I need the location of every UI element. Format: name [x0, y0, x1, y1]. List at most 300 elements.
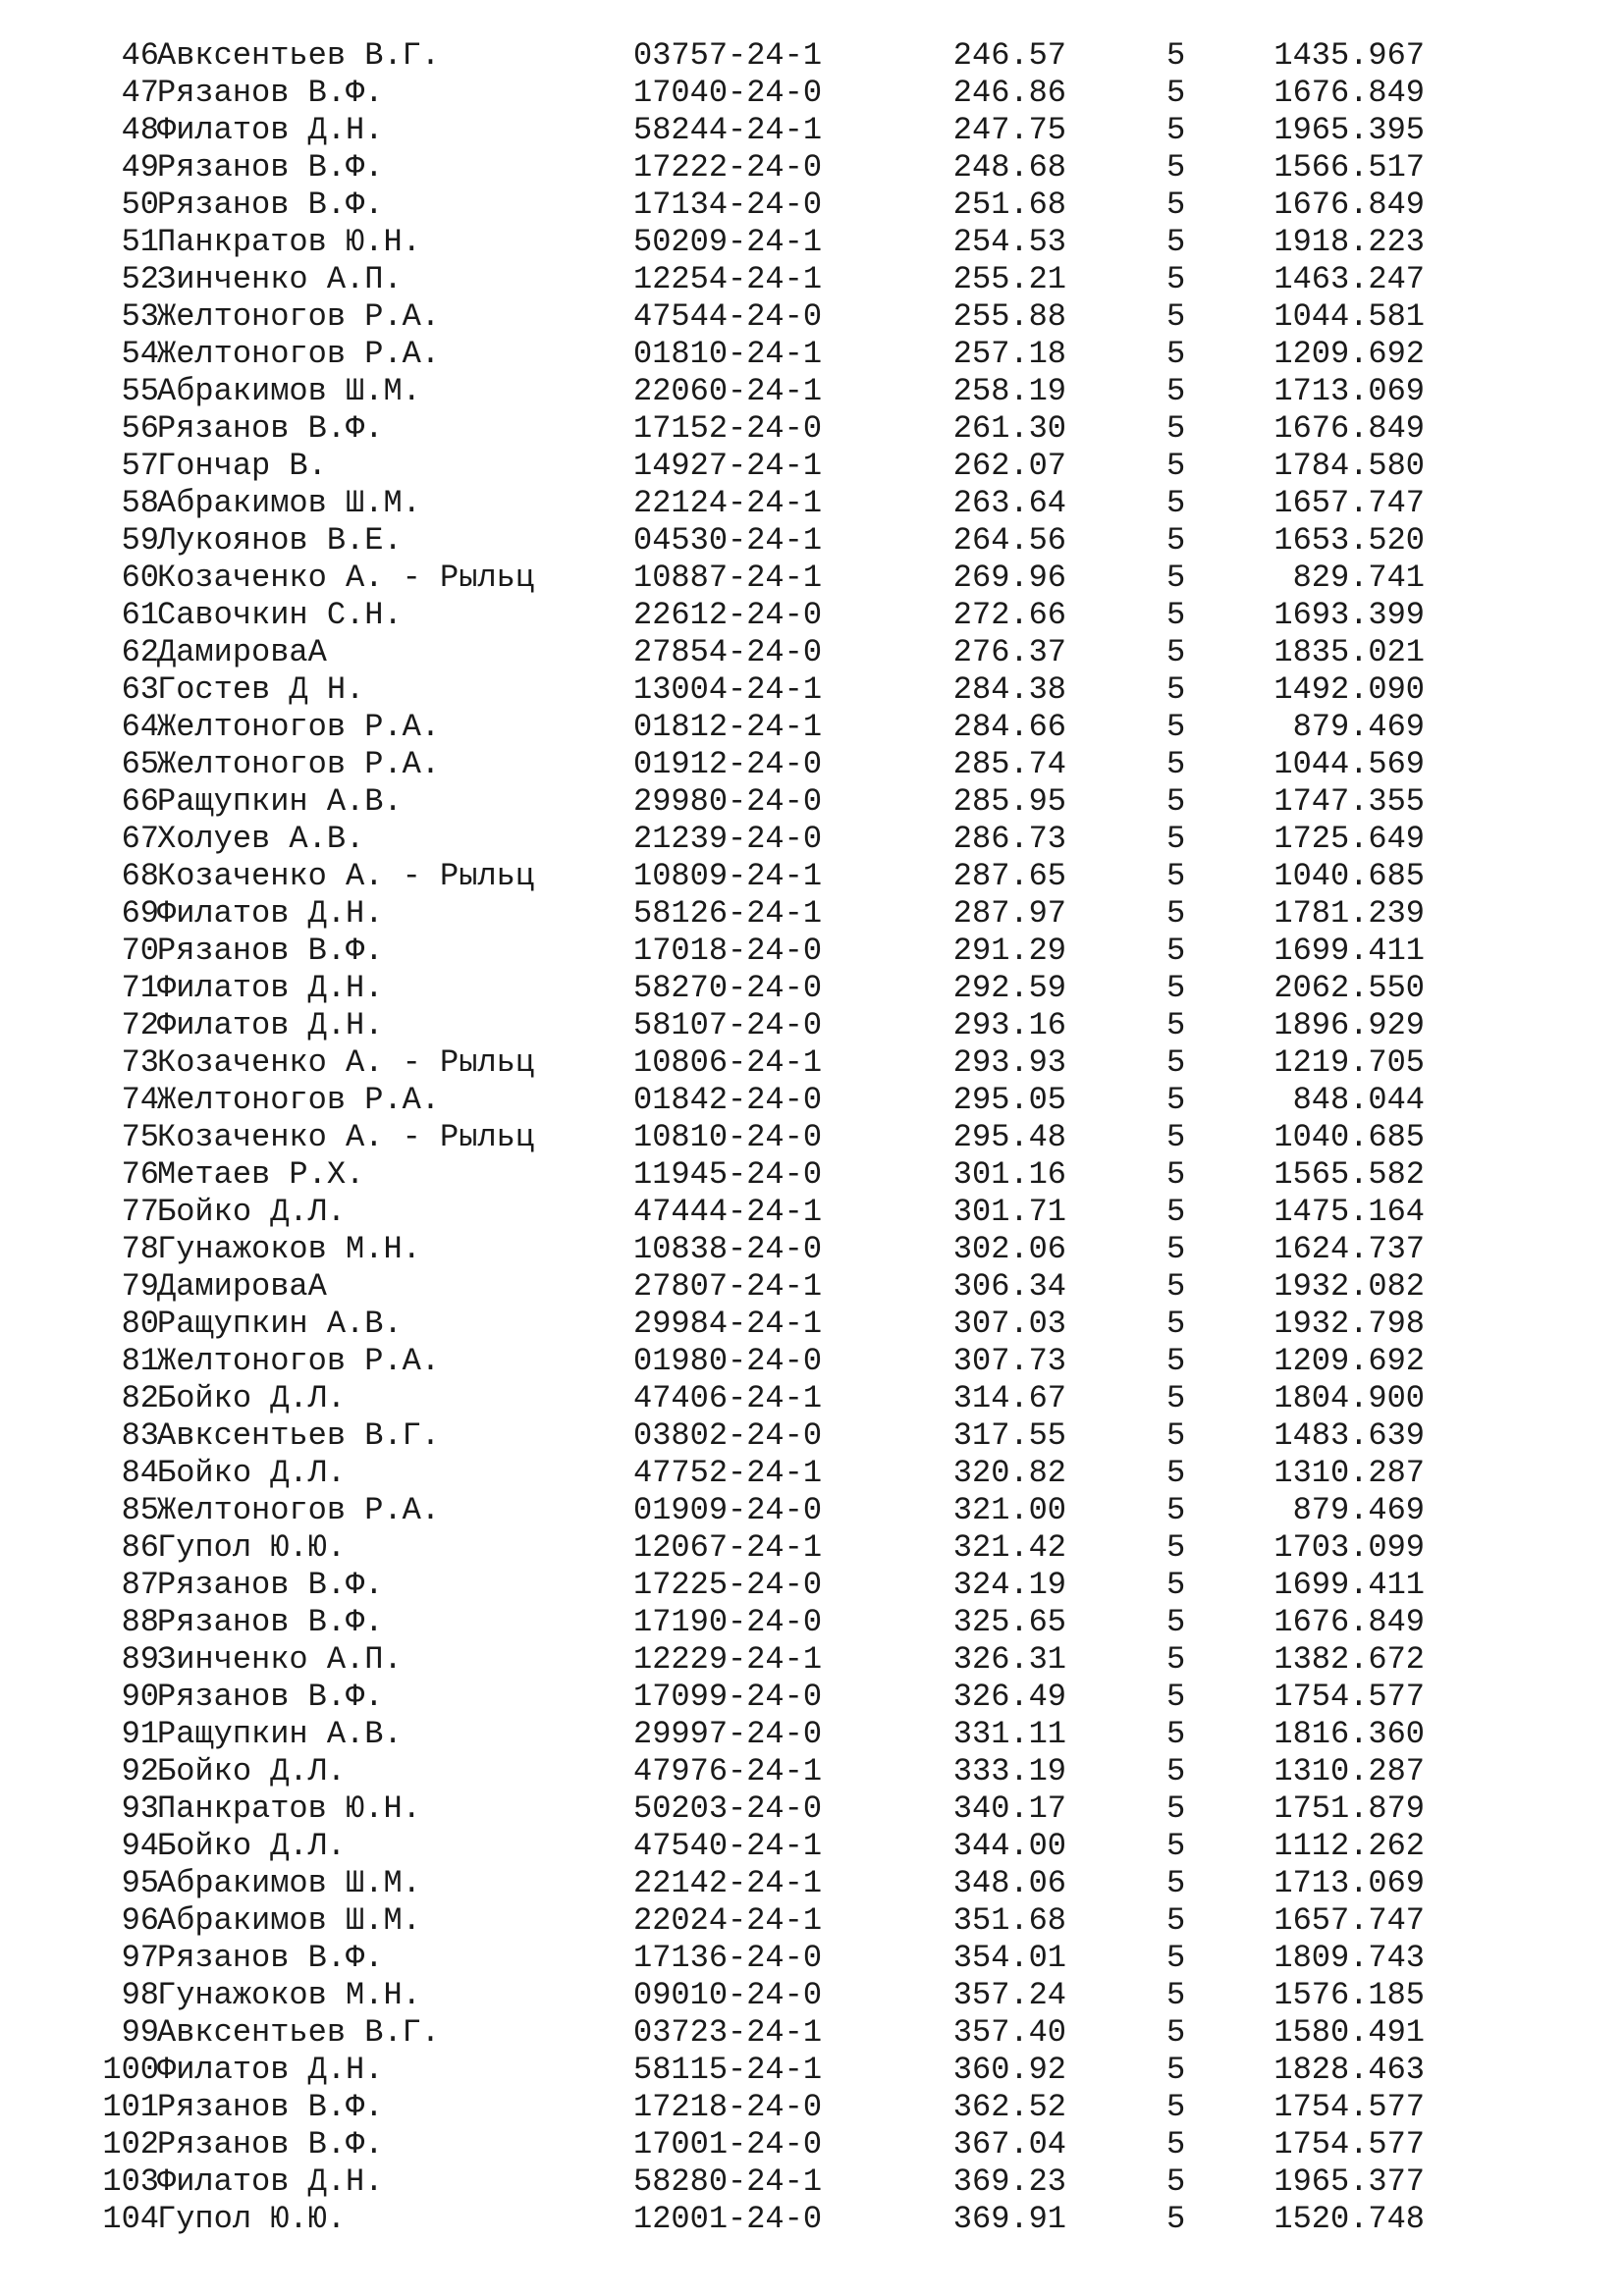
row-number: 47	[121, 75, 159, 111]
participant-name: Рязанов В.Ф.	[157, 75, 384, 111]
record-code: 22142-24-1	[633, 1865, 823, 1901]
measured-value: 285.74	[952, 746, 1066, 782]
measured-value: 301.71	[952, 1194, 1066, 1230]
row-number: 93	[121, 1790, 159, 1827]
participant-name: Панкратов Ю.Н.	[157, 1790, 421, 1827]
row-number: 83	[121, 1417, 159, 1454]
amount-value: 879.469	[1292, 709, 1425, 745]
record-code: 22612-24-0	[633, 597, 823, 633]
measured-value: 292.59	[952, 970, 1066, 1006]
table-row	[0, 1902, 1624, 1940]
row-number: 75	[121, 1119, 159, 1155]
amount-value: 1463.247	[1273, 261, 1425, 297]
record-code: 12229-24-1	[633, 1641, 823, 1678]
amount-value: 1804.900	[1273, 1380, 1425, 1416]
class-value: 5	[1166, 1492, 1186, 1528]
record-code: 17190-24-0	[633, 1604, 823, 1640]
table-row	[0, 1119, 1624, 1156]
record-code: 14927-24-1	[633, 448, 823, 484]
participant-name: Рязанов В.Ф.	[157, 149, 384, 186]
class-value: 5	[1166, 1268, 1186, 1305]
row-number: 68	[121, 858, 159, 894]
record-code: 13004-24-1	[633, 671, 823, 708]
amount-value: 1044.581	[1273, 298, 1425, 335]
participant-name: Бойко Д.Л.	[157, 1828, 347, 1864]
class-value: 5	[1166, 1306, 1186, 1342]
row-number: 92	[121, 1753, 159, 1789]
measured-value: 286.73	[952, 821, 1066, 857]
measured-value: 269.96	[952, 560, 1066, 596]
record-code: 50209-24-1	[633, 224, 823, 260]
record-code: 27854-24-0	[633, 634, 823, 670]
record-code: 10809-24-1	[633, 858, 823, 894]
table-row	[0, 746, 1624, 783]
class-value: 5	[1166, 1753, 1186, 1789]
class-value: 5	[1166, 1455, 1186, 1491]
class-value: 5	[1166, 1529, 1186, 1566]
participant-name: Бойко Д.Л.	[157, 1194, 347, 1230]
row-number: 64	[121, 709, 159, 745]
participant-name: Рязанов В.Ф.	[157, 1679, 384, 1715]
class-value: 5	[1166, 1790, 1186, 1827]
class-value: 5	[1166, 75, 1186, 111]
row-number: 72	[121, 1007, 159, 1043]
class-value: 5	[1166, 261, 1186, 297]
table-row	[0, 1082, 1624, 1119]
amount-value: 1209.692	[1273, 336, 1425, 372]
row-number: 100	[102, 2052, 159, 2088]
class-value: 5	[1166, 783, 1186, 820]
measured-value: 257.18	[952, 336, 1066, 372]
row-number: 51	[121, 224, 159, 260]
participant-name: Желтоногов Р.А.	[157, 298, 441, 335]
table-row	[0, 336, 1624, 373]
record-code: 27807-24-1	[633, 1268, 823, 1305]
table-row	[0, 1268, 1624, 1306]
participant-name: Гунажоков М.Н.	[157, 1231, 421, 1267]
amount-value: 1576.185	[1273, 1977, 1425, 2013]
class-value: 5	[1166, 1007, 1186, 1043]
amount-value: 1754.577	[1273, 1679, 1425, 1715]
amount-value: 1828.463	[1273, 2052, 1425, 2088]
participant-name: Желтоногов Р.А.	[157, 1343, 441, 1379]
measured-value: 331.11	[952, 1716, 1066, 1752]
row-number: 98	[121, 1977, 159, 2013]
row-number: 81	[121, 1343, 159, 1379]
row-number: 66	[121, 783, 159, 820]
measured-value: 287.97	[952, 895, 1066, 932]
measured-value: 326.49	[952, 1679, 1066, 1715]
row-number: 94	[121, 1828, 159, 1864]
record-code: 01810-24-1	[633, 336, 823, 372]
participant-name: Козаченко А. - Рыльц	[157, 858, 535, 894]
measured-value: 325.65	[952, 1604, 1066, 1640]
amount-value: 848.044	[1292, 1082, 1425, 1118]
row-number: 79	[121, 1268, 159, 1305]
measured-value: 295.05	[952, 1082, 1066, 1118]
measured-value: 246.86	[952, 75, 1066, 111]
amount-value: 1475.164	[1273, 1194, 1425, 1230]
record-code: 58270-24-0	[633, 970, 823, 1006]
row-number: 74	[121, 1082, 159, 1118]
record-code: 01909-24-0	[633, 1492, 823, 1528]
amount-value: 1932.798	[1273, 1306, 1425, 1342]
table-row	[0, 671, 1624, 709]
table-row	[0, 895, 1624, 933]
amount-value: 1657.747	[1273, 1902, 1425, 1939]
record-code: 01842-24-0	[633, 1082, 823, 1118]
record-code: 58280-24-1	[633, 2163, 823, 2200]
measured-value: 264.56	[952, 522, 1066, 559]
participant-name: Ращупкин А.В.	[157, 1716, 403, 1752]
record-code: 01812-24-1	[633, 709, 823, 745]
record-code: 12254-24-1	[633, 261, 823, 297]
record-code: 10887-24-1	[633, 560, 823, 596]
table-row	[0, 187, 1624, 224]
record-code: 11945-24-0	[633, 1156, 823, 1193]
row-number: 52	[121, 261, 159, 297]
participant-name: Козаченко А. - Рыльц	[157, 1044, 535, 1081]
record-code: 03723-24-1	[633, 2014, 823, 2051]
participant-name: Савочкин С.Н.	[157, 597, 403, 633]
table-row	[0, 709, 1624, 746]
class-value: 5	[1166, 1679, 1186, 1715]
measured-value: 263.64	[952, 485, 1066, 521]
class-value: 5	[1166, 1604, 1186, 1640]
table-row	[0, 783, 1624, 821]
participant-name: ДамироваА	[157, 1268, 327, 1305]
class-value: 5	[1166, 1828, 1186, 1864]
class-value: 5	[1166, 1194, 1186, 1230]
record-code: 17134-24-0	[633, 187, 823, 223]
row-number: 53	[121, 298, 159, 335]
class-value: 5	[1166, 560, 1186, 596]
table-row	[0, 112, 1624, 149]
participant-name: Рязанов В.Ф.	[157, 1940, 384, 1976]
record-code: 10838-24-0	[633, 1231, 823, 1267]
class-value: 5	[1166, 448, 1186, 484]
participant-name: Козаченко А. - Рыльц	[157, 560, 535, 596]
table-row	[0, 1306, 1624, 1343]
measured-value: 295.48	[952, 1119, 1066, 1155]
row-number: 97	[121, 1940, 159, 1976]
class-value: 5	[1166, 485, 1186, 521]
table-row	[0, 1790, 1624, 1828]
record-code: 47444-24-1	[633, 1194, 823, 1230]
table-row	[0, 224, 1624, 261]
record-code: 47406-24-1	[633, 1380, 823, 1416]
amount-value: 1040.685	[1273, 1119, 1425, 1155]
participant-name: Рязанов В.Ф.	[157, 2126, 384, 2163]
amount-value: 1713.069	[1273, 373, 1425, 409]
measured-value: 293.16	[952, 1007, 1066, 1043]
class-value: 5	[1166, 634, 1186, 670]
measured-value: 340.17	[952, 1790, 1066, 1827]
participant-name: Желтоногов Р.А.	[157, 709, 441, 745]
record-code: 47544-24-0	[633, 298, 823, 335]
row-number: 87	[121, 1567, 159, 1603]
measured-value: 351.68	[952, 1902, 1066, 1939]
row-number: 70	[121, 933, 159, 969]
row-number: 85	[121, 1492, 159, 1528]
class-value: 5	[1166, 1940, 1186, 1976]
table-row	[0, 1641, 1624, 1679]
table-row	[0, 933, 1624, 970]
participant-name: Бойко Д.Л.	[157, 1455, 347, 1491]
table-row	[0, 2126, 1624, 2163]
table-row	[0, 1231, 1624, 1268]
amount-value: 1754.577	[1273, 2089, 1425, 2125]
table-row	[0, 373, 1624, 410]
table-row	[0, 597, 1624, 634]
class-value: 5	[1166, 2052, 1186, 2088]
class-value: 5	[1166, 746, 1186, 782]
row-number: 56	[121, 410, 159, 447]
measured-value: 302.06	[952, 1231, 1066, 1267]
participant-name: Желтоногов Р.А.	[157, 1082, 441, 1118]
participant-name: ДамироваА	[157, 634, 327, 670]
amount-value: 1310.287	[1273, 1455, 1425, 1491]
record-code: 29997-24-0	[633, 1716, 823, 1752]
amount-value: 1653.520	[1273, 522, 1425, 559]
measured-value: 255.21	[952, 261, 1066, 297]
measured-value: 333.19	[952, 1753, 1066, 1789]
table-row	[0, 1044, 1624, 1082]
amount-value: 1693.399	[1273, 597, 1425, 633]
table-row	[0, 560, 1624, 597]
row-number: 48	[121, 112, 159, 148]
measured-value: 326.31	[952, 1641, 1066, 1678]
class-value: 5	[1166, 336, 1186, 372]
class-value: 5	[1166, 1380, 1186, 1416]
record-code: 10806-24-1	[633, 1044, 823, 1081]
results-table	[0, 37, 1624, 2238]
measured-value: 314.67	[952, 1380, 1066, 1416]
participant-name: Авксентьев В.Г.	[157, 37, 441, 74]
table-row	[0, 1343, 1624, 1380]
class-value: 5	[1166, 1044, 1186, 1081]
participant-name: Гончар В.	[157, 448, 327, 484]
participant-name: Авксентьев В.Г.	[157, 2014, 441, 2051]
record-code: 47752-24-1	[633, 1455, 823, 1491]
table-row	[0, 1194, 1624, 1231]
row-number: 101	[102, 2089, 159, 2125]
table-row	[0, 1007, 1624, 1044]
participant-name: Рязанов В.Ф.	[157, 2089, 384, 2125]
measured-value: 354.01	[952, 1940, 1066, 1976]
participant-name: Гунажоков М.Н.	[157, 1977, 421, 2013]
participant-name: Желтоногов Р.А.	[157, 1492, 441, 1528]
participant-name: Ращупкин А.В.	[157, 1306, 403, 1342]
class-value: 5	[1166, 2201, 1186, 2237]
amount-value: 1699.411	[1273, 933, 1425, 969]
measured-value: 301.16	[952, 1156, 1066, 1193]
participant-name: Абракимов Ш.М.	[157, 485, 421, 521]
measured-value: 247.75	[952, 112, 1066, 148]
class-value: 5	[1166, 895, 1186, 932]
participant-name: Гупол Ю.Ю.	[157, 2201, 347, 2237]
record-code: 58107-24-0	[633, 1007, 823, 1043]
measured-value: 307.73	[952, 1343, 1066, 1379]
record-code: 22060-24-1	[633, 373, 823, 409]
amount-value: 1781.239	[1273, 895, 1425, 932]
row-number: 59	[121, 522, 159, 559]
amount-value: 1676.849	[1273, 1604, 1425, 1640]
class-value: 5	[1166, 1156, 1186, 1193]
amount-value: 1435.967	[1273, 37, 1425, 74]
amount-value: 1492.090	[1273, 671, 1425, 708]
participant-name: Панкратов Ю.Н.	[157, 224, 421, 260]
table-row	[0, 75, 1624, 112]
class-value: 5	[1166, 1977, 1186, 2013]
table-row	[0, 1940, 1624, 1977]
amount-value: 1703.099	[1273, 1529, 1425, 1566]
measured-value: 284.66	[952, 709, 1066, 745]
amount-value: 1382.672	[1273, 1641, 1425, 1678]
amount-value: 1965.377	[1273, 2163, 1425, 2200]
class-value: 5	[1166, 709, 1186, 745]
participant-name: Ращупкин А.В.	[157, 783, 403, 820]
measured-value: 357.24	[952, 1977, 1066, 2013]
row-number: 90	[121, 1679, 159, 1715]
class-value: 5	[1166, 1082, 1186, 1118]
measured-value: 367.04	[952, 2126, 1066, 2163]
table-row	[0, 2052, 1624, 2089]
measured-value: 272.66	[952, 597, 1066, 633]
amount-value: 1751.879	[1273, 1790, 1425, 1827]
record-code: 58126-24-1	[633, 895, 823, 932]
amount-value: 1044.569	[1273, 746, 1425, 782]
row-number: 96	[121, 1902, 159, 1939]
measured-value: 306.34	[952, 1268, 1066, 1305]
class-value: 5	[1166, 1417, 1186, 1454]
measured-value: 248.68	[952, 149, 1066, 186]
participant-name: Метаев Р.Х.	[157, 1156, 365, 1193]
class-value: 5	[1166, 298, 1186, 335]
record-code: 09010-24-0	[633, 1977, 823, 2013]
table-row	[0, 522, 1624, 560]
table-row	[0, 1156, 1624, 1194]
class-value: 5	[1166, 1231, 1186, 1267]
table-row	[0, 858, 1624, 895]
record-code: 17218-24-0	[633, 2089, 823, 2125]
row-number: 55	[121, 373, 159, 409]
row-number: 95	[121, 1865, 159, 1901]
amount-value: 1565.582	[1273, 1156, 1425, 1193]
amount-value: 1520.748	[1273, 2201, 1425, 2237]
class-value: 5	[1166, 224, 1186, 260]
table-row	[0, 1977, 1624, 2014]
record-code: 58244-24-1	[633, 112, 823, 148]
record-code: 17040-24-0	[633, 75, 823, 111]
participant-name: Филатов Д.Н.	[157, 970, 384, 1006]
record-code: 47540-24-1	[633, 1828, 823, 1864]
class-value: 5	[1166, 112, 1186, 148]
amount-value: 1566.517	[1273, 149, 1425, 186]
row-number: 46	[121, 37, 159, 74]
class-value: 5	[1166, 1902, 1186, 1939]
table-row	[0, 1529, 1624, 1567]
participant-name: Лукоянов В.Е.	[157, 522, 403, 559]
measured-value: 291.29	[952, 933, 1066, 969]
class-value: 5	[1166, 2089, 1186, 2125]
table-row	[0, 2089, 1624, 2126]
table-row	[0, 1828, 1624, 1865]
table-row	[0, 298, 1624, 336]
row-number: 82	[121, 1380, 159, 1416]
class-value: 5	[1166, 1716, 1186, 1752]
measured-value: 369.91	[952, 2201, 1066, 2237]
participant-name: Зинченко А.П.	[157, 261, 403, 297]
measured-value: 293.93	[952, 1044, 1066, 1081]
measured-value: 285.95	[952, 783, 1066, 820]
class-value: 5	[1166, 1119, 1186, 1155]
amount-value: 1747.355	[1273, 783, 1425, 820]
record-code: 17136-24-0	[633, 1940, 823, 1976]
class-value: 5	[1166, 858, 1186, 894]
class-value: 5	[1166, 37, 1186, 74]
row-number: 99	[121, 2014, 159, 2051]
row-number: 77	[121, 1194, 159, 1230]
amount-value: 1784.580	[1273, 448, 1425, 484]
class-value: 5	[1166, 522, 1186, 559]
participant-name: Зинченко А.П.	[157, 1641, 403, 1678]
participant-name: Филатов Д.Н.	[157, 1007, 384, 1043]
table-row	[0, 1679, 1624, 1716]
table-row	[0, 1604, 1624, 1641]
record-code: 22124-24-1	[633, 485, 823, 521]
record-code: 21239-24-0	[633, 821, 823, 857]
row-number: 88	[121, 1604, 159, 1640]
row-number: 102	[102, 2126, 159, 2163]
table-row	[0, 37, 1624, 75]
row-number: 50	[121, 187, 159, 223]
record-code: 12001-24-0	[633, 2201, 823, 2237]
amount-value: 1580.491	[1273, 2014, 1425, 2051]
record-code: 58115-24-1	[633, 2052, 823, 2088]
record-code: 17018-24-0	[633, 933, 823, 969]
amount-value: 1896.929	[1273, 1007, 1425, 1043]
participant-name: Филатов Д.Н.	[157, 2163, 384, 2200]
record-code: 03757-24-1	[633, 37, 823, 74]
measured-value: 317.55	[952, 1417, 1066, 1454]
class-value: 5	[1166, 1865, 1186, 1901]
participant-name: Рязанов В.Ф.	[157, 1567, 384, 1603]
amount-value: 1713.069	[1273, 1865, 1425, 1901]
measured-value: 254.53	[952, 224, 1066, 260]
participant-name: Рязанов В.Ф.	[157, 410, 384, 447]
participant-name: Желтоногов Р.А.	[157, 336, 441, 372]
class-value: 5	[1166, 2163, 1186, 2200]
table-row	[0, 485, 1624, 522]
class-value: 5	[1166, 671, 1186, 708]
row-number: 57	[121, 448, 159, 484]
participant-name: Абракимов Ш.М.	[157, 373, 421, 409]
record-code: 17222-24-0	[633, 149, 823, 186]
table-row	[0, 1380, 1624, 1417]
record-code: 01912-24-0	[633, 746, 823, 782]
table-row	[0, 634, 1624, 671]
row-number: 76	[121, 1156, 159, 1193]
record-code: 04530-24-1	[633, 522, 823, 559]
row-number: 54	[121, 336, 159, 372]
amount-value: 1754.577	[1273, 2126, 1425, 2163]
row-number: 89	[121, 1641, 159, 1678]
record-code: 17001-24-0	[633, 2126, 823, 2163]
class-value: 5	[1166, 933, 1186, 969]
record-code: 29980-24-0	[633, 783, 823, 820]
record-code: 17152-24-0	[633, 410, 823, 447]
